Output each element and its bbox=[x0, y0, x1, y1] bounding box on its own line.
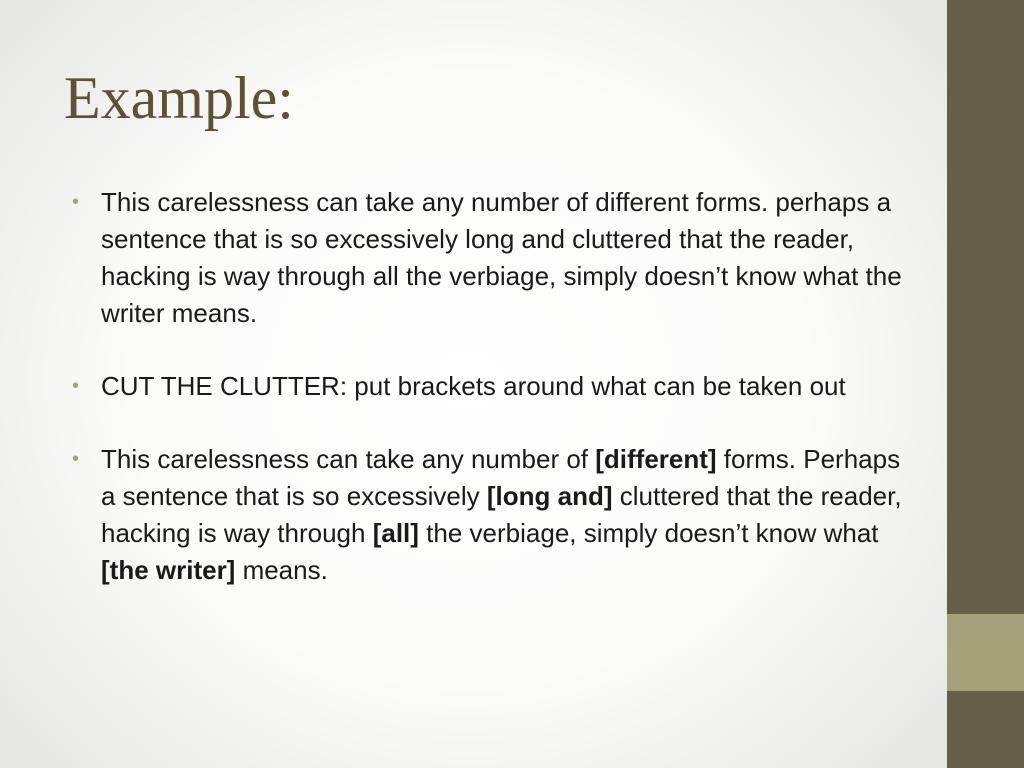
text-segment: forms. Perhaps a sentence that is so excessively bbox=[101, 444, 901, 511]
text-segment: the verbiage, simply doesn’t know what bbox=[418, 518, 879, 548]
text-segment: This carelessness can take any number of bbox=[101, 444, 596, 474]
text-segment: This carelessness can take any number of different forms. perhaps a sentence that is so excessively long and cluttered that the reader, hacking is way through all the verbiage, simply doesn’t know what the writer means. bbox=[101, 187, 902, 328]
bullet-text bbox=[101, 371, 846, 401]
bracketed-text-segment: [all] bbox=[372, 518, 419, 548]
bullet-marker: • bbox=[72, 375, 80, 397]
bullet-text bbox=[101, 187, 902, 328]
bullet-marker: • bbox=[72, 191, 80, 213]
bracketed-text-segment: [long and] bbox=[486, 481, 613, 511]
bullet-item-2 bbox=[72, 368, 902, 405]
bracketed-text-segment: [the writer] bbox=[101, 555, 236, 585]
text-segment: cluttered that the reader, hacking is way through bbox=[101, 481, 902, 548]
text-segment: CUT THE CLUTTER: put brackets around what can be taken out bbox=[101, 371, 846, 401]
slide-title: Example: bbox=[64, 65, 294, 131]
bullet-list bbox=[72, 184, 902, 625]
bullet-item-1 bbox=[72, 184, 902, 332]
side-decor-accent-block bbox=[947, 614, 1024, 691]
bullet-text bbox=[101, 444, 902, 585]
bullet-marker: • bbox=[72, 448, 80, 470]
bullet-item-3 bbox=[72, 441, 902, 589]
bracketed-text-segment: [different] bbox=[595, 444, 717, 474]
text-segment: means. bbox=[235, 555, 328, 585]
